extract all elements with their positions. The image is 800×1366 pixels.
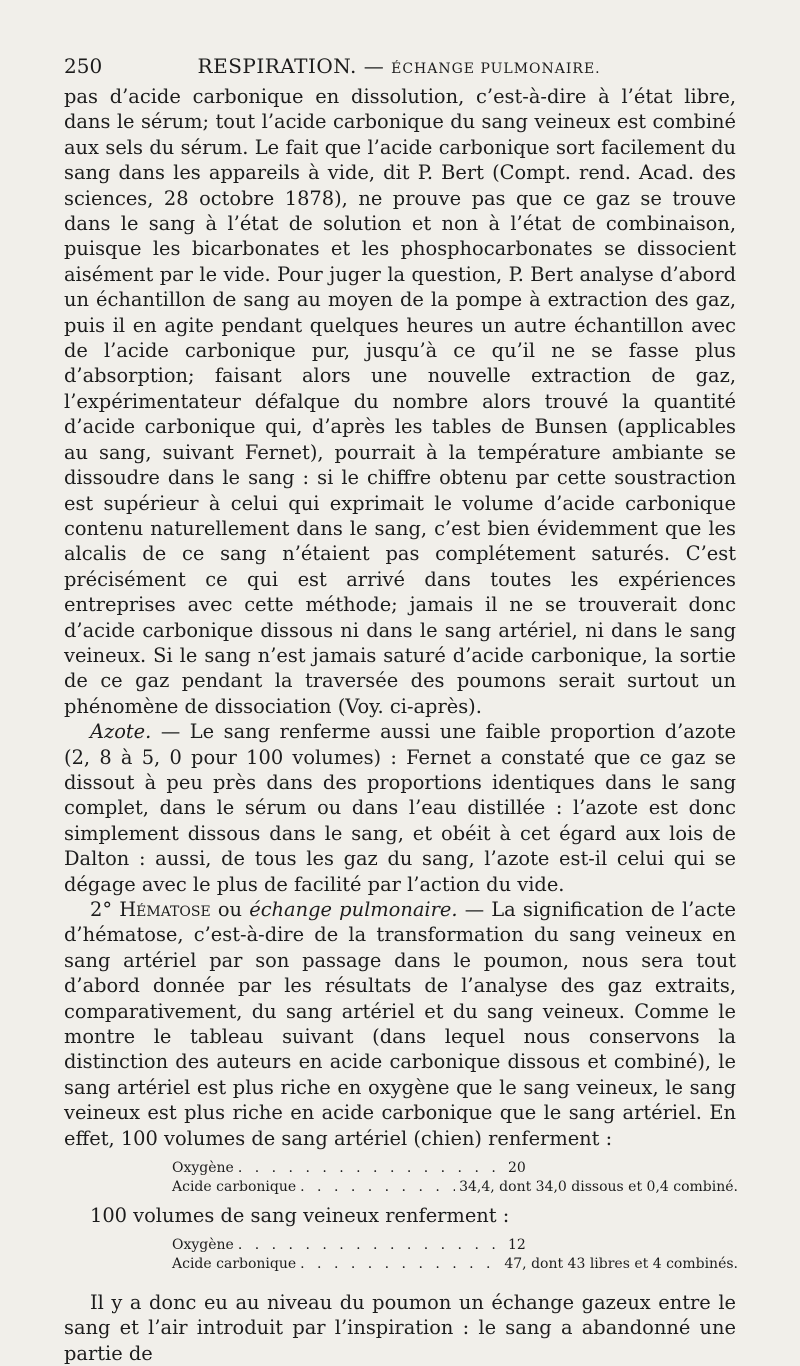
gas-label: Oxygène bbox=[172, 1160, 234, 1177]
paragraph-bert: pas d’acide carbonique en dissolution, c’est-à-dire à l’état libre, dans le sérum; tout l’acide carbonique du sang veineux est combiné aux sels du sérum. Le fait que l’acide carbonique sort facilement du sang dans les appareils à vide, dit P. Bert (Compt. rend. Acad. des sciences, 28 octobre 1878), ne prouve pas que ce gaz se trouve dans le sang à l’état de solution et non à l’état de combinaison, puisque les bicarbonates et les phosphocarbonates se dissocient aisément par le vide. Pour juger la question, P. Bert analyse d’abord un échantillon de sang au moyen de la pompe à extraction des gaz, puis il en agite pendant quelques heures un autre échantillon avec de l’acide carbonique pur, jusqu’à ce qu’il ne se fasse plus d’absorption; faisant alors une nouvelle extraction de gaz, l’expérimentateur défalque du nombre alors trouvé la quantité d’acide carbonique qui, d’après les tables de Bunsen (applicables au sang, suivant Fernet), pourrait à la température ambiante se dissoudre dans le sang : si le chiffre obtenu par cette soustraction est supérieur à celui qui exprimait le volume d’acide carbonique contenu naturellement dans le sang, c’est bien évidemment que les alcalis de ce sang n’étaient pas complétement saturés. C’est précisément ce qui est arrivé dans toutes les expériences entreprises avec cette méthode; jamais il ne se trouverait donc d’acide carbonique dissous ni dans le sang artériel, ni dans le sang veineux. Si le sang n’est jamais saturé d’acide carbonique, la sortie de ce gaz pendant la traversée des poumons serait surtout un phénomène de dissociation (Voy. ci-après). bbox=[64, 85, 736, 718]
gas-label: Oxygène bbox=[172, 1237, 234, 1254]
page-number: 250 bbox=[64, 54, 103, 78]
table-row bbox=[172, 1178, 738, 1197]
running-title bbox=[102, 54, 696, 78]
hematose-mid: ou bbox=[210, 898, 250, 921]
azote-text: — Le sang renferme aussi une faible proportion d’azote (2, 8 à 5, 0 pour 100 volumes) : Fernet a constaté que ce gaz se dissout à peu près dans des proportions identiques dans le sang complet, dans le sérum ou dans l’eau distillée : l’azote est donc simplement dissous dans le sang, et obéit à cet égard aux lois de Dalton : aussi, de tous les gaz du sang, l’azote est-il celui qui se dégage avec le plus de facilité par l’action du vide. bbox=[64, 720, 736, 896]
hematose-heading: Hématose bbox=[119, 898, 211, 921]
gas-label: Acide carbonique bbox=[172, 1179, 297, 1196]
venous-subhead: 100 volumes de sang veineux renferment : bbox=[90, 1204, 510, 1228]
gas-value: 34,4, dont 34,0 dissous et 0,4 combiné. bbox=[459, 1179, 738, 1196]
gas-label: Acide carbonique bbox=[172, 1256, 297, 1273]
running-title-sub: ÉCHANGE PULMONAIRE. bbox=[391, 61, 601, 77]
table-row bbox=[172, 1255, 738, 1274]
paragraph-exchange: Il y a donc eu au niveau du poumon un échange gazeux entre le sang et l’air introduit par l’inspiration : le sang a abandonné une partie de bbox=[64, 1291, 736, 1365]
gas-value: 12 bbox=[508, 1237, 526, 1254]
azote-lead: Azote. bbox=[90, 720, 152, 744]
hematose-num: 2° bbox=[90, 898, 120, 921]
venous-gas-table bbox=[172, 1236, 738, 1274]
hematose-italic: échange pulmonaire. bbox=[249, 898, 458, 921]
running-title-main: RESPIRATION. — bbox=[197, 54, 385, 78]
running-header bbox=[64, 54, 736, 78]
arterial-gas-table bbox=[172, 1159, 738, 1197]
paragraph-azote bbox=[64, 719, 736, 897]
gas-value: 20 bbox=[508, 1160, 526, 1177]
hematose-text: — La signification de l’acte d’hématose, c’est-à-dire de la transformation du sang veineux en sang artériel par son passage dans le poumon, nous sera tout d’abord donnée par les résultats de l’analyse des gaz extraits, comparativement, du sang artériel et du sang veineux. Comme le montre le tableau suivant (dans lequel nous conservons la distinction des auteurs en acide carbonique dissous et combiné), le sang artériel est plus riche en oxygène que le sang veineux, le sang veineux est plus riche en acide carbonique que le sang artériel. En effet, 100 volumes de sang artériel (chien) renferment : bbox=[64, 898, 736, 1150]
gas-value: 47, dont 43 libres et 4 combinés. bbox=[504, 1256, 738, 1273]
table-row bbox=[172, 1159, 738, 1178]
paragraph-hematose bbox=[64, 897, 736, 1151]
table-row bbox=[172, 1236, 738, 1255]
